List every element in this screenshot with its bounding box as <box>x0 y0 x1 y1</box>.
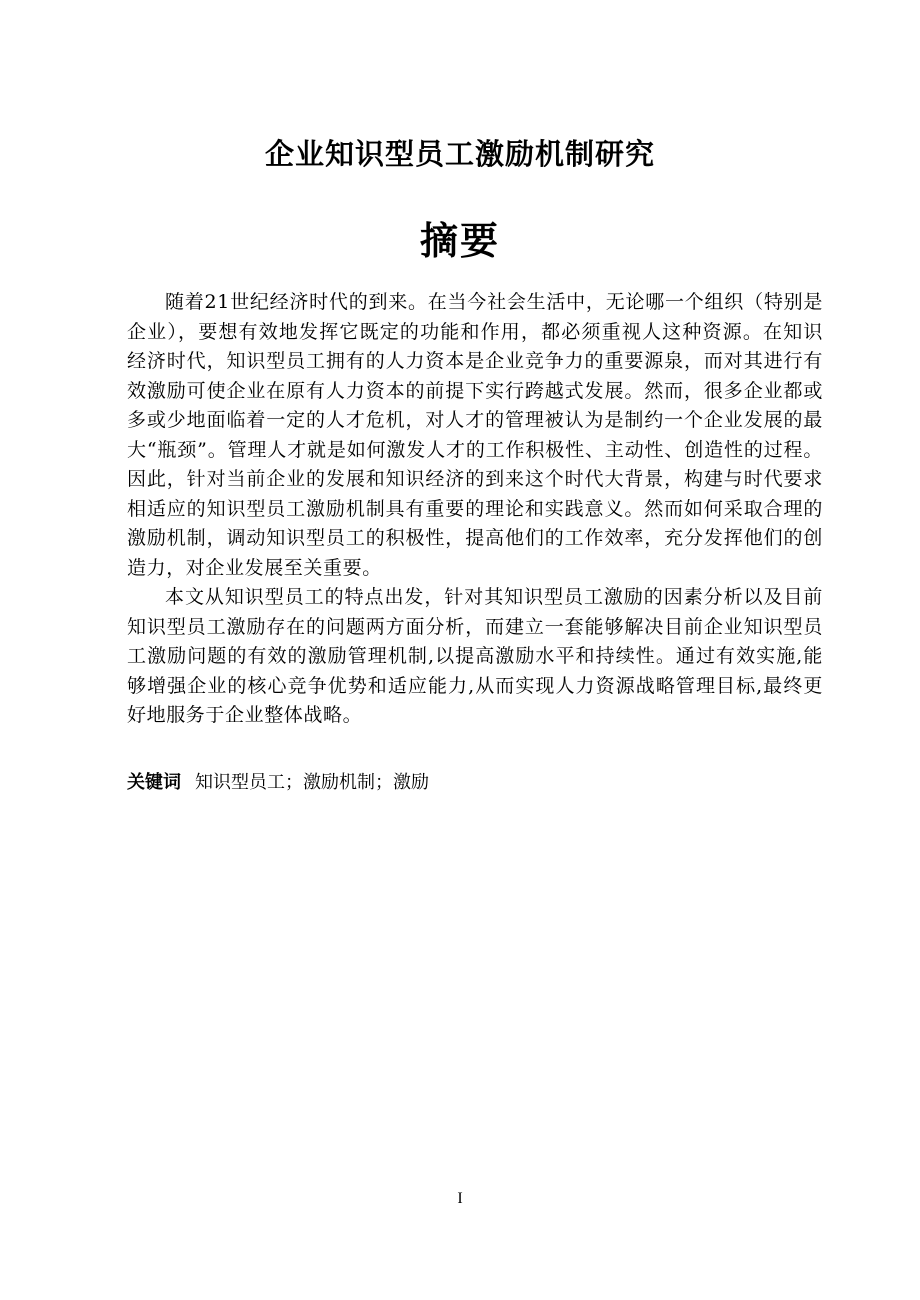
page-number: I <box>457 1190 463 1207</box>
abstract-body <box>127 288 823 731</box>
abstract-paragraph-1: 随着21世纪经济时代的到来。在当今社会生活中，无论哪一个组织（特别是企业），要想有效地发挥它既定的功能和作用，都必须重视人这种资源。在知识经济时代，知识型员工拥有的人力资本是企业竞争力的重要源泉，而对其进行有效激励可使企业在原有人力资本的前提下实行跨越式发展。然而，很多企业都或多或少地面临着一定的人才危机，对人才的管理被认为是制约一个企业发展的最大“瓶颈”。管理人才就是如何激发人才的工作积极性、主动性、创造性的过程。因此，针对当前企业的发展和知识经济的到来这个时代大背景，构建与时代要求相适应的知识型员工激励机制具有重要的理论和实践意义。然而如何采取合理的激励机制，调动知识型员工的积极性，提高他们的工作效率，充分发挥他们的创造力，对企业发展至关重要。 <box>127 291 823 579</box>
keywords-label: 关键词 <box>127 772 181 793</box>
keywords-text: 知识型员工；激励机制；激励 <box>195 772 429 793</box>
document-title: 企业知识型员工激励机制研究 <box>264 137 655 171</box>
keywords-line <box>127 768 823 798</box>
abstract-heading: 摘要 <box>419 218 500 263</box>
abstract-paragraph-2: 本文从知识型员工的特点出发，针对其知识型员工激励的因素分析以及目前知识型员工激励存在的问题两方面分析，而建立一套能够解决目前企业知识型员工激励问题的有效的激励管理机制,以提高激励水平和持续性。通过有效实施,能够增强企业的核心竞争优势和适应能力,从而实现人力资源战略管理目标,最终更好地服务于企业整体战略。 <box>127 586 823 726</box>
